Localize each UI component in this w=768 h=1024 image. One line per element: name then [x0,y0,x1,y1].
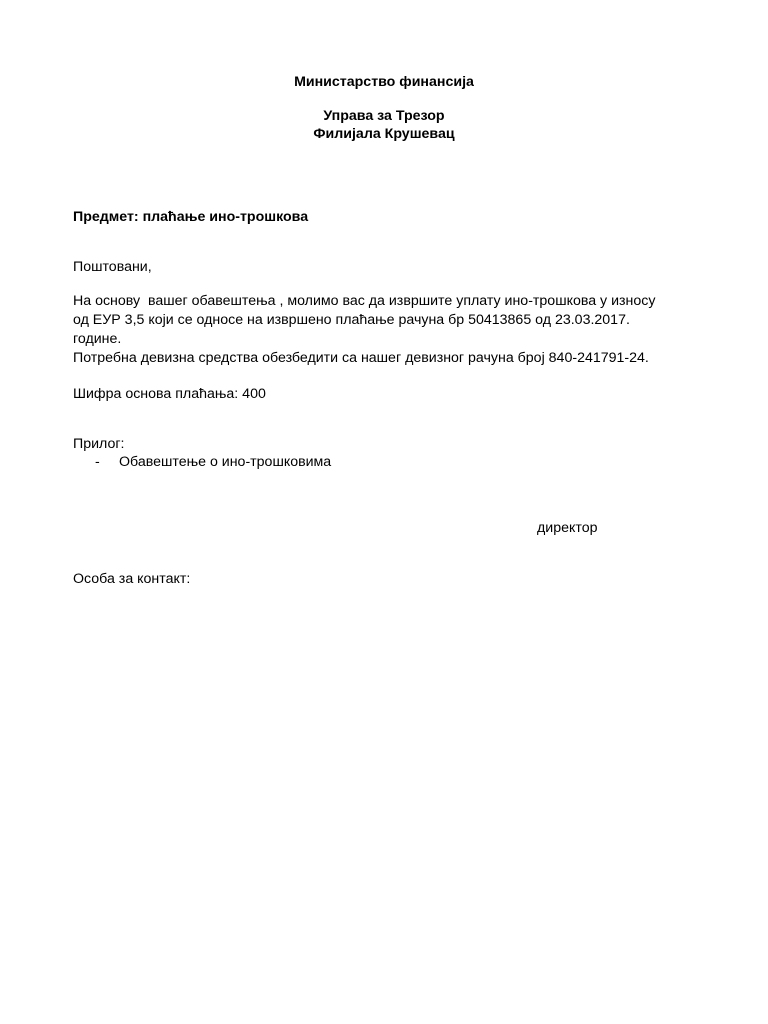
attachment-label: Прилог: [73,436,125,452]
body-line-3: године. [73,331,122,347]
subject-line: Предмет: плаћање ино-трошкова [73,209,309,225]
branch-heading: Филијала Крушевац [313,126,455,142]
body-line-1: На основу вашег обавештења , молимо вас да извршите уплату ино-трошкова у износу [73,293,656,309]
body-line-2: од ЕУР 3,5 који се односе на извршено плаћање рачуна бр 50413865 од 23.03.2017. [73,312,630,328]
payment-code: Шифра основа плаћања: 400 [73,386,266,402]
signature-title: директор [537,520,598,536]
contact-label: Особа за контакт: [73,571,191,587]
attachment-bullet: - [95,454,100,470]
body-line-4: Потребна девизна средства обезбедити са нашег девизног рачуна број 840-241791-24. [73,350,649,366]
administration-heading: Управа за Трезор [323,108,445,124]
ministry-heading: Министарство финансија [294,74,474,90]
attachment-item: Обавештење о ино-трошковима [119,454,332,470]
greeting: Поштовани, [73,259,152,275]
